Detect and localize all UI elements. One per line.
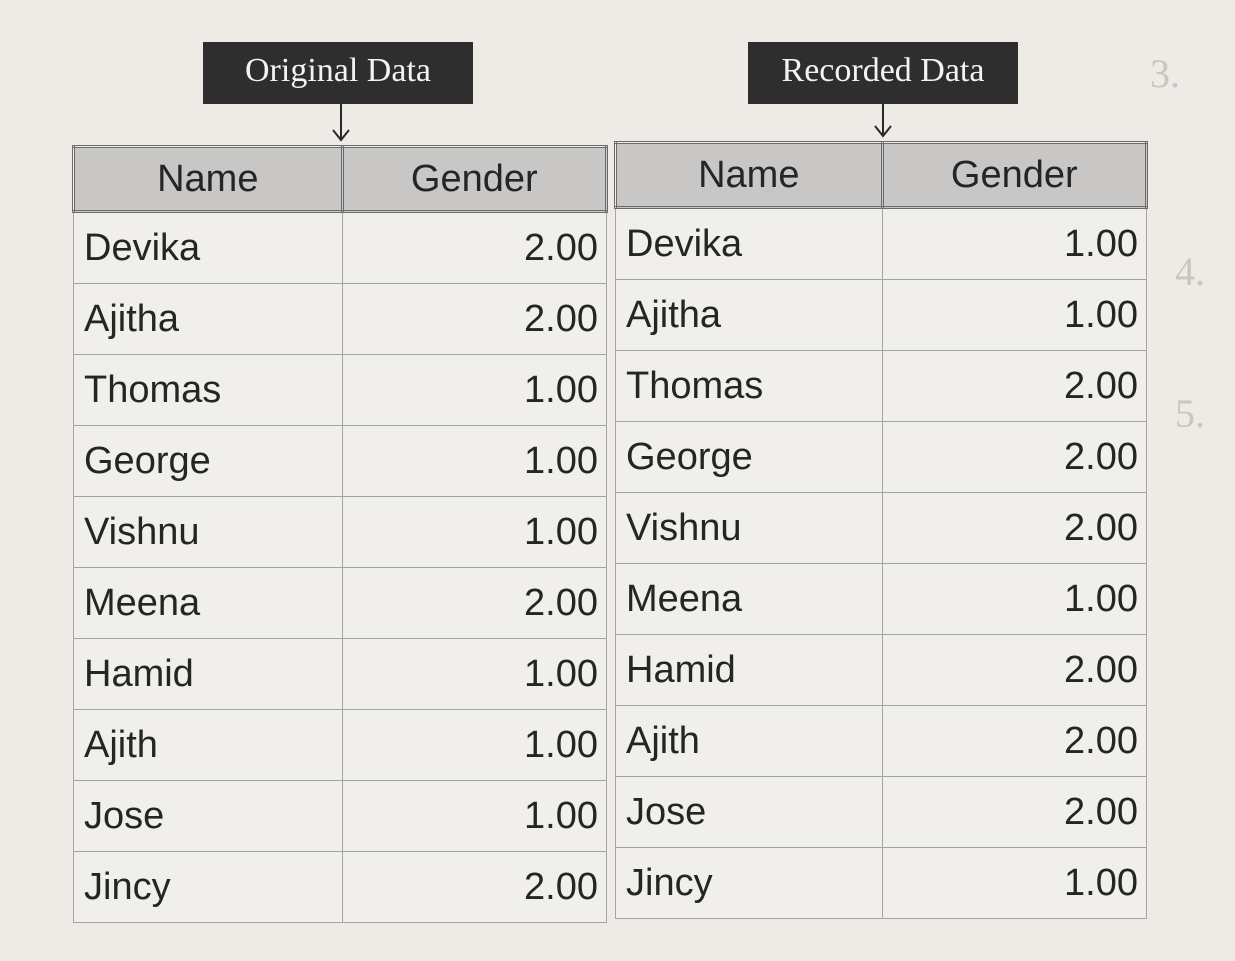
name-cell: Hamid — [74, 639, 343, 710]
name-cell: Thomas — [616, 351, 883, 422]
gender-column-header: Gender — [882, 143, 1146, 208]
name-cell: Ajitha — [616, 280, 883, 351]
gender-cell: 1.00 — [342, 426, 606, 497]
gender-cell: 1.00 — [882, 848, 1146, 919]
gender-cell: 2.00 — [882, 493, 1146, 564]
gender-cell: 1.00 — [342, 497, 606, 568]
name-cell: Hamid — [616, 635, 883, 706]
table-row — [616, 351, 1147, 422]
name-cell: Thomas — [74, 355, 343, 426]
background-text: 3. — [1150, 51, 1180, 96]
gender-cell: 1.00 — [882, 208, 1146, 280]
table-row — [616, 280, 1147, 351]
down-arrow-icon — [868, 102, 898, 142]
name-cell: Ajith — [74, 710, 343, 781]
table-row — [74, 497, 607, 568]
name-cell: Jose — [74, 781, 343, 852]
name-column-header: Name — [74, 147, 343, 212]
table-row — [74, 781, 607, 852]
gender-cell: 1.00 — [342, 710, 606, 781]
table-row — [74, 710, 607, 781]
gender-cell: 2.00 — [882, 777, 1146, 848]
table-row — [74, 426, 607, 497]
table-row — [616, 422, 1147, 493]
background-text: 5. — [1175, 391, 1205, 436]
name-cell: Meena — [74, 568, 343, 639]
table-row — [616, 848, 1147, 919]
gender-cell: 1.00 — [342, 639, 606, 710]
table-row — [616, 635, 1147, 706]
gender-cell: 2.00 — [342, 568, 606, 639]
background-text: 4. — [1175, 249, 1205, 294]
gender-cell: 2.00 — [342, 284, 606, 355]
original-data-table — [72, 145, 608, 923]
name-cell: George — [616, 422, 883, 493]
table-row — [74, 639, 607, 710]
name-cell: Vishnu — [616, 493, 883, 564]
name-cell: Jincy — [616, 848, 883, 919]
name-cell: George — [74, 426, 343, 497]
gender-cell: 1.00 — [342, 355, 606, 426]
table-row — [616, 706, 1147, 777]
name-cell: Jincy — [74, 852, 343, 923]
name-cell: Ajith — [616, 706, 883, 777]
table-row — [616, 564, 1147, 635]
name-cell: Devika — [74, 212, 343, 284]
name-cell: Vishnu — [74, 497, 343, 568]
table-row — [74, 212, 607, 284]
gender-cell: 1.00 — [882, 564, 1146, 635]
gender-cell: 2.00 — [882, 422, 1146, 493]
gender-cell: 1.00 — [342, 781, 606, 852]
name-cell: Meena — [616, 564, 883, 635]
name-column-header: Name — [616, 143, 883, 208]
name-cell: Ajitha — [74, 284, 343, 355]
recorded-data-table — [614, 141, 1148, 919]
original-data-label: Original Data — [203, 42, 473, 104]
gender-cell: 2.00 — [882, 351, 1146, 422]
name-cell: Jose — [616, 777, 883, 848]
table-row — [616, 208, 1147, 280]
table-row — [74, 568, 607, 639]
table-row — [616, 777, 1147, 848]
gender-cell: 1.00 — [882, 280, 1146, 351]
gender-cell: 2.00 — [882, 635, 1146, 706]
header-row — [74, 147, 607, 212]
table-row — [616, 493, 1147, 564]
gender-cell: 2.00 — [882, 706, 1146, 777]
table-row — [74, 852, 607, 923]
table-row — [74, 284, 607, 355]
table-row — [74, 355, 607, 426]
name-cell: Devika — [616, 208, 883, 280]
gender-column-header: Gender — [342, 147, 606, 212]
down-arrow-icon — [326, 102, 356, 146]
header-row — [616, 143, 1147, 208]
gender-cell: 2.00 — [342, 212, 606, 284]
gender-cell: 2.00 — [342, 852, 606, 923]
recorded-data-label: Recorded Data — [748, 42, 1018, 104]
